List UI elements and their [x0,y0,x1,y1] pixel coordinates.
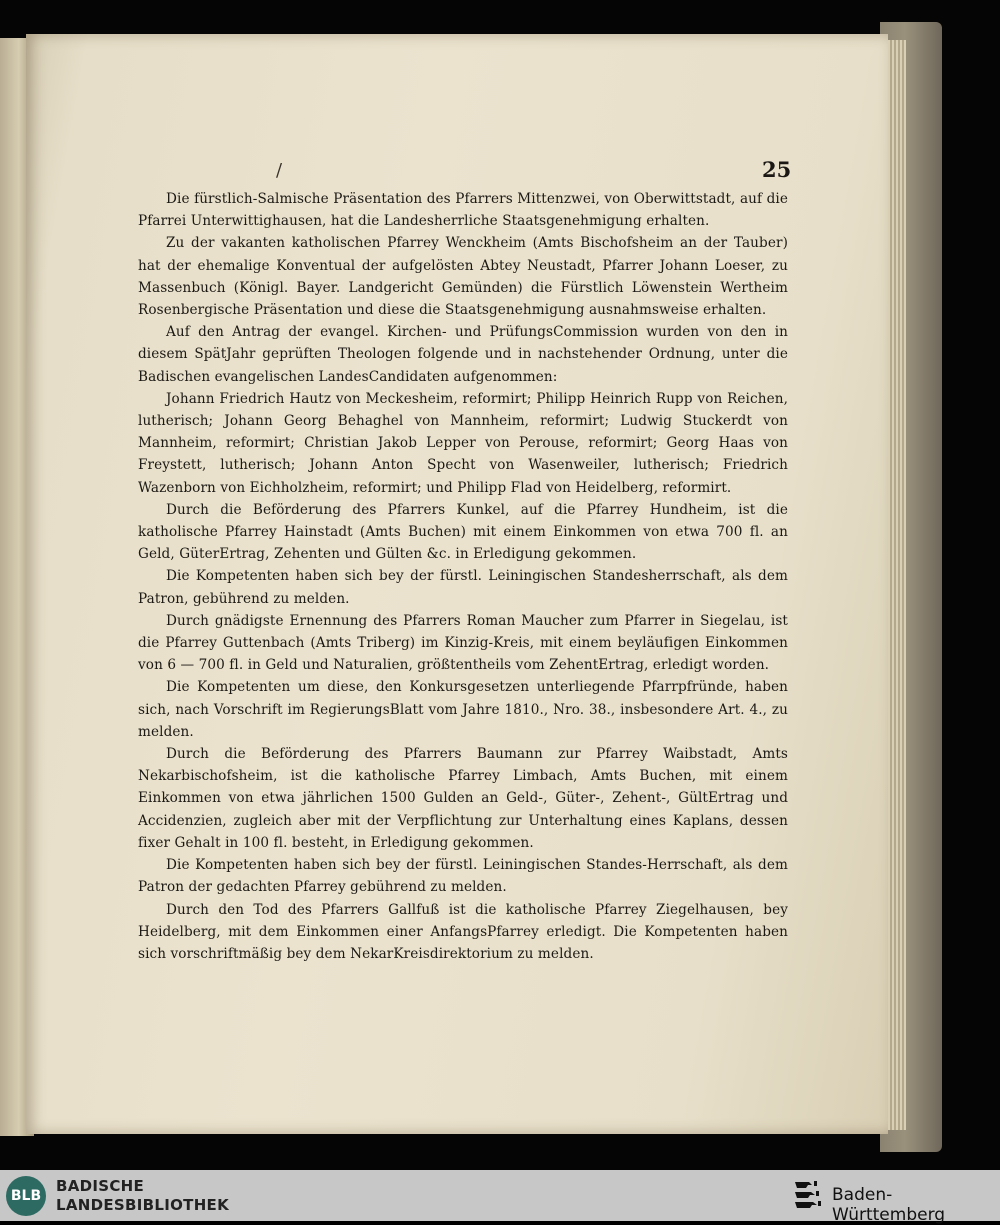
paragraph: Durch die Beförderung des Pfarrers Kunkel, auf die Pfarrey Hundheim, ist die katholische Pfarrey Hainstadt (Amts Buchen) mit einem Einkommen von etwa 700 fl. an Geld, GüterErtrag, Zehenten und Gülten &c. in Erledigung gekommen. [138,501,788,563]
paragraph: Die fürstlich-Salmische Präsentation des Pfarrers Mittenzwei, von Oberwittstadt, auf die Pfarrei Unterwittighausen, hat die Landesherrliche Staatsgenehmigung erhalten. [138,191,788,230]
page-text-block [138,188,788,965]
paragraph: Durch gnädigste Ernennung des Pfarrers Roman Maucher zum Pfarrer in Siegelau, ist die Pfarrey Guttenbach (Amts Triberg) im Kinzig-Kreis, mit einem beyläufigen Einkommen von 6 — 700 fl. in Geld und Naturalien, größtentheils vom ZehentErtrag, erledigt worden. [138,612,788,674]
paragraph: Zu der vakanten katholischen Pfarrey Wenckheim (Amts Bischofsheim an der Tauber) hat der ehemalige Konventual der aufgelösten Abtey Neustadt, Pfarrer Johann Loeser, zu Massenbuch (Königl. Bayer. Landgericht Gemünden) die Fürstlich Löwenstein Wertheim Rosenbergische Präsentation und diese die Staatsgenehmigung ausnahmsweise erhalten. [138,235,788,319]
paragraph: Auf den Antrag der evangel. Kirchen- und PrüfungsCommission wurden von den in diesem SpätJahr geprüften Theologen folgende und in nachstehender Ordnung, unter die Badischen evangelischen LandesCandidaten aufgenommen: [138,324,788,385]
library-footer-bar [0,1170,1000,1225]
library-name[interactable] [56,1177,229,1215]
paragraph: Johann Friedrich Hautz von Meckesheim, reformirt; Philipp Heinrich Rupp von Reichen, lutherisch; Johann Georg Behaghel von Mannheim, reformirt; Ludwig Stuckerdt von Mannheim, reformirt; Christian Jakob Lepper von Perouse, reformirt; Georg Haas von Freystett, lutherisch; Johann Anton Specht von Wasenweiler, lutherisch; Friedrich Wazenborn von Eichholzheim, reformirt; und Philipp Flad von Heidelberg, reformirt. [138,390,788,496]
state-name[interactable]: Baden-Württemberg [832,1185,946,1225]
paragraph: Die Kompetenten haben sich bey der fürstl. Leiningischen Standes-Herrschaft, als dem Patron der gedachten Pfarrey gebührend zu melden. [138,857,788,896]
stray-pen-mark: / [276,160,283,181]
library-name-line1: BADISCHE [56,1177,145,1195]
library-name-line2: LANDESBIBLIOTHEK [56,1196,230,1214]
paragraph: Die Kompetenten haben sich bey der fürstl. Leiningischen Standesherrschaft, als dem Patron, gebührend zu melden. [138,568,788,607]
blb-logo[interactable]: BLB [6,1176,46,1216]
baden-wuerttemberg-lions-icon [792,1179,822,1213]
paragraph: Die Kompetenten um diese, den Konkursgesetzen unterliegende Pfarrpfründe, haben sich, nach Vorschrift im RegierungsBlatt vom Jahre 1810., Nro. 38., insbesondere Art. 4., zu melden. [138,679,788,740]
paragraph: Durch die Beförderung des Pfarrers Baumann zur Pfarrey Waibstadt, Amts Nekarbischofsheim, ist die katholische Pfarrey Limbach, Amts Buchen, mit einem Einkommen von etwa jährlichen 1500 Gulden an Geld-, Güter-, Zehent-, GültErtrag und Accidenzien, zugleich aber mit der Verpflichtung zur Unterhaltung eines Kaplans, dessen fixer Gehalt in 100 fl. besteht, in Erledigung gekommen. [138,746,788,851]
paragraph: Durch den Tod des Pfarrers Gallfuß ist die katholische Pfarrey Ziegelhausen, bey Heidelberg, mit dem Einkommen einer AnfangsPfarrey erledigt. Die Kompetenten haben sich vorschriftmäßig bey dem NekarKreisdirektorium zu melden. [138,901,788,962]
page-number: 25 [762,157,792,182]
